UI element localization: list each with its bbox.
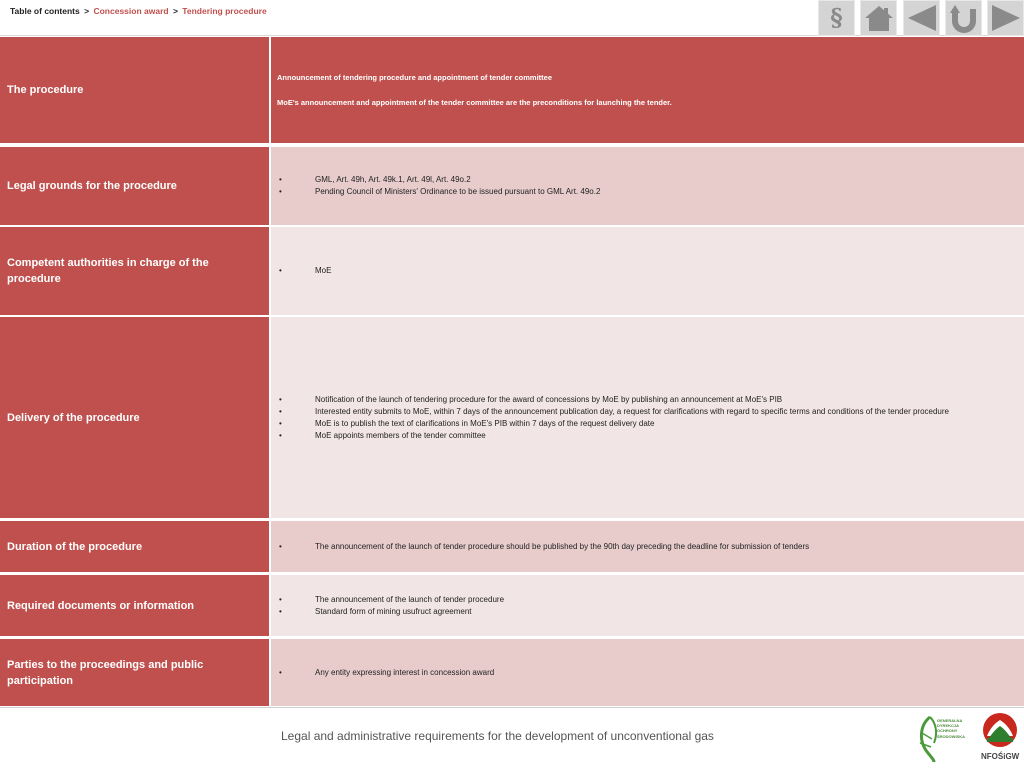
list-item: • MoE appoints members of the tender committee [271,430,1024,442]
row-content-legal-grounds [271,147,1024,225]
row-label-parties: Parties to the proceedings and public participation [0,639,269,706]
breadcrumb [10,6,267,16]
list-item: • Any entity expressing interest in concession award [271,667,1024,679]
back-button[interactable] [903,0,940,36]
footer-divider [0,707,1024,708]
breadcrumb-separator: > [172,6,178,16]
table-row [0,521,1024,572]
list-item: • Notification of the launch of tendering procedure for the award of concessions by MoE by publishing an announcement at MoE's PIB [271,394,1024,406]
list-item: • Pending Council of Ministers' Ordinance to be issued pursuant to GML Art. 49o.2 [271,186,1024,198]
home-icon [864,4,894,32]
procedure-description: MoE's announcement and appointment of the tender committee are the preconditions for launching the tender. [277,98,672,107]
table-row [0,639,1024,706]
table-row [0,147,1024,225]
list-item: • MoE is to publish the text of clarifications in MoE's PIB within 7 days of the request delivery date [271,418,1024,430]
table-row [0,37,1024,143]
forward-button[interactable] [987,0,1024,36]
list-item: • GML, Art. 49h, Art. 49k.1, Art. 49l, Art. 49o.2 [271,174,1024,186]
list-item: • The announcement of the launch of tender procedure [271,594,1024,606]
forward-arrow-icon [990,3,1022,33]
gdos-logo-text: GENERALNA DYREKCJA OCHRONY ŚRODOWISKA [937,718,965,739]
breadcrumb-concession-award[interactable]: Concession award [93,6,169,16]
row-content-parties [271,639,1024,706]
list-item: • MoE [271,265,1024,277]
undo-button[interactable] [945,0,982,36]
row-content-the-procedure [271,37,1024,143]
row-content-competent-authorities [271,227,1024,315]
list-item: • The announcement of the launch of tender procedure should be published by the 90th day preceding the deadline for submission of tenders [271,541,1024,553]
table-row [0,575,1024,636]
nfos-logo-text: NFOŚiGW [981,752,1020,761]
row-content-duration [271,521,1024,572]
row-content-delivery [271,317,1024,518]
breadcrumb-separator: > [84,6,90,16]
row-label-required-documents: Required documents or information [0,575,269,636]
row-label-delivery: Delivery of the procedure [0,317,269,518]
row-label-the-procedure: The procedure [0,37,269,143]
footer-title: Legal and administrative requirements for the development of unconventional gas [281,729,714,743]
list-item: • Interested entity submits to MoE, within 7 days of the announcement publication day, a request for clarifications with regard to specific terms and conditions of the tender procedure [271,406,1024,418]
breadcrumb-tendering-procedure[interactable]: Tendering procedure [182,6,267,16]
row-content-required-documents [271,575,1024,636]
paragraph-button[interactable] [818,0,855,36]
list-item: • Standard form of mining usufruct agreement [271,606,1024,618]
back-arrow-icon [906,3,938,33]
paragraph-icon: § [830,3,843,32]
row-label-duration: Duration of the procedure [0,521,269,572]
home-button[interactable] [860,0,897,36]
table-row [0,317,1024,518]
row-label-competent-authorities: Competent authorities in charge of the procedure [0,227,269,315]
row-label-legal-grounds: Legal grounds for the procedure [0,147,269,225]
table-row [0,227,1024,315]
breadcrumb-table-of-contents[interactable]: Table of contents [10,6,80,16]
procedure-title: Announcement of tendering procedure and appointment of tender committee [277,73,553,82]
undo-icon [948,3,980,33]
